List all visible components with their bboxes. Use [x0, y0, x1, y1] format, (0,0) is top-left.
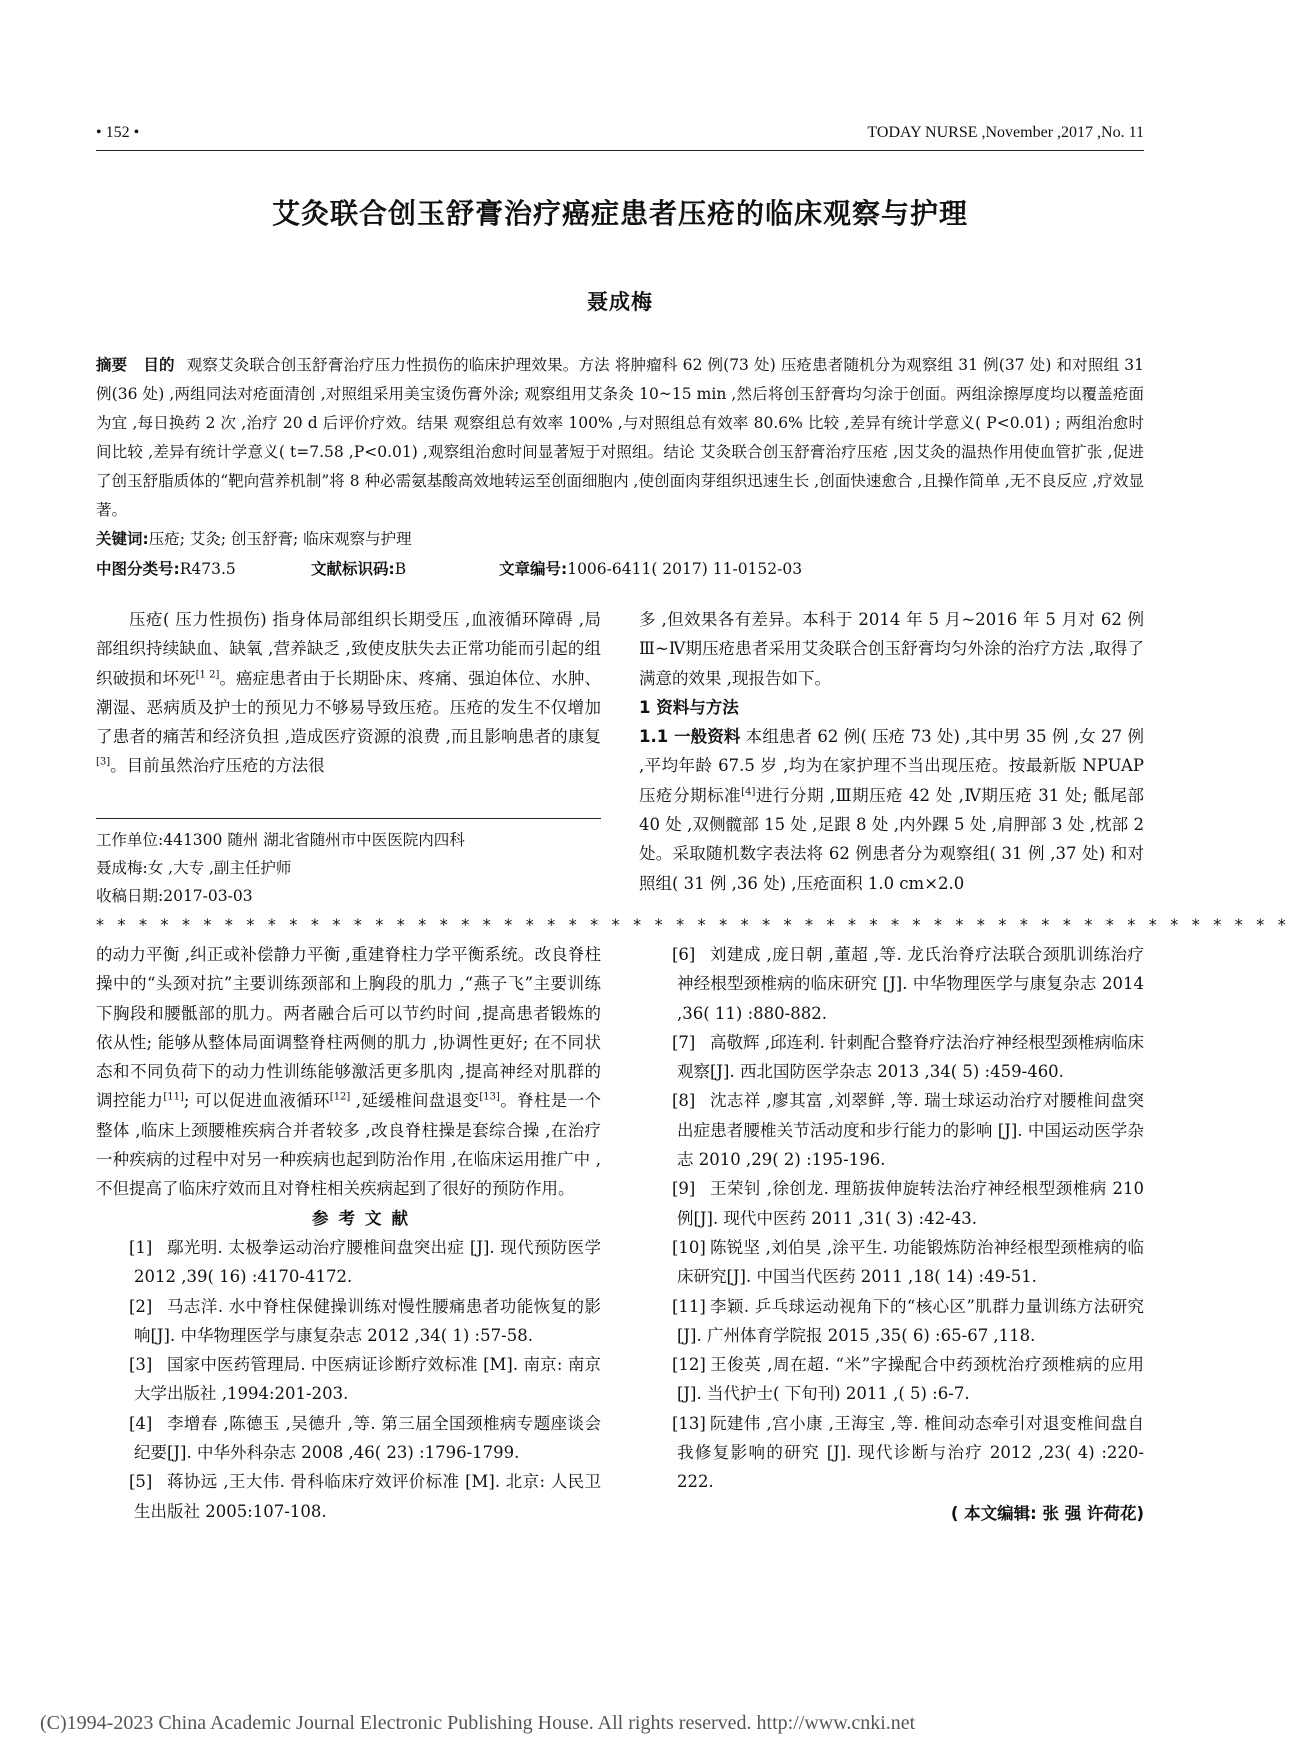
reference-number: [12] [672, 1355, 706, 1375]
document-code [311, 555, 407, 583]
abstract [96, 351, 1144, 525]
reference-number: [9] [672, 1179, 696, 1199]
reference-item [639, 940, 1144, 1028]
lower-left-column [96, 940, 601, 1526]
reference-item [96, 1350, 601, 1409]
header-rule [96, 150, 1144, 151]
doc-value: B [394, 560, 407, 578]
section-heading-1: 1 资料与方法 [639, 697, 739, 717]
intro-paragraph [96, 605, 601, 781]
reference-text: 王俊英 ,周在超. “米”字操配合中药颈枕治疗颈椎病的应用[J]. 当代护士( 下旬刊) 2011 ,( 5) :6-7. [677, 1355, 1144, 1404]
article-title: 艾灸联合创玉舒膏治疗癌症患者压疮的临床观察与护理 [271, 197, 968, 230]
affiliation: 工作单位:441300 随州 湖北省随州市中医医院内四科 [96, 831, 465, 849]
reference-number: [7] [672, 1032, 696, 1052]
keywords [96, 525, 1144, 553]
ending-text-2: ; 可以促进血液循环 [183, 1091, 330, 1111]
reference-list-right [639, 940, 1144, 1497]
editor-note: ( 本文编辑: 张 强 许荷花) [950, 1503, 1144, 1523]
reference-number: [10] [672, 1237, 706, 1257]
keywords-label: 关键词: [96, 530, 149, 548]
intro-column-left [96, 605, 601, 781]
reference-item [639, 1174, 1144, 1233]
reference-text: 蒋协远 ,王大伟. 骨科临床疗效评价标准 [M]. 北京: 人民卫生出版社 2005:107-108. [134, 1472, 601, 1521]
general-data-paragraph [639, 722, 1144, 898]
ending-text-3: ,延缓椎间盘退变 [350, 1091, 480, 1111]
citation-4: [4] [741, 786, 756, 798]
article-label: 文章编号: [499, 560, 568, 578]
reference-number: [1] [129, 1237, 153, 1257]
citation-11: [11] [163, 1091, 184, 1103]
citation-12: [12] [329, 1091, 351, 1103]
reference-item [639, 1350, 1144, 1409]
reference-text: 陈锐坚 ,刘伯昊 ,涂平生. 功能锻炼防治神经根型颈椎病的临床研究[J]. 中国当代医药 2011 ,18( 14) :49-51. [677, 1237, 1144, 1287]
general-data-text-1: 本组患者 62 例( 压疮 73 处) ,其中男 35 例 ,女 27 例 ,平均年龄 67.5 岁 ,均为在家护理不当出现压疮。按最新版 NPUAP 压疮分期标准 [639, 727, 1144, 805]
reference-text: 李增春 ,陈德玉 ,吴德升 ,等. 第三届全国颈椎病专题座谈会纪要[J]. 中华外科杂志 2008 ,46( 23) :1796-1799. [134, 1413, 601, 1463]
intro-column-right [639, 605, 1144, 898]
reference-number: [13] [672, 1413, 706, 1433]
lower-right-column [639, 940, 1144, 1528]
received-date: 收稿日期:2017-03-03 [96, 887, 253, 905]
reference-text: 高敬辉 ,邱连利. 针刺配合整脊疗法治疗神经根型颈椎病临床观察[J]. 西北国防医学杂志 2013 ,34( 5) :459-460. [677, 1032, 1144, 1082]
reference-text: 李颖. 乒乓球运动视角下的“核心区”肌群力量训练方法研究[J]. 广州体育学院报 2015 ,35( 6) :65-67 ,118. [677, 1296, 1144, 1345]
reference-number: [6] [672, 945, 696, 964]
reference-text: 马志洋. 水中脊柱保健操训练对慢性腰痛患者功能恢复的影响[J]. 中华物理医学与康复杂志 2012 ,34( 1) :57-58. [134, 1296, 601, 1345]
reference-number: [5] [129, 1472, 153, 1492]
citation-13: [13] [479, 1091, 500, 1103]
clc-value: R473.5 [179, 560, 236, 578]
reference-item [639, 1409, 1144, 1497]
reference-item [639, 1086, 1144, 1174]
article-separator: * * * * * * * * * * * * * * * * * * * * * * * * * * * * * * * * * * * * * * * * * * * * * * * * * * * * * * * * [96, 915, 1290, 934]
citation-3: [3] [96, 756, 111, 768]
reference-text: 鄢光明. 太极拳运动治疗腰椎间盘突出症 [J]. 现代预防医学 2012 ,39( 16) :4170-4172. [134, 1237, 601, 1287]
article-value: 1006-6411( 2017) 11-0152-03 [567, 560, 803, 578]
reference-text: 阮建伟 ,宫小康 ,王海宝 ,等. 椎间动态牵引对退变椎间盘自我修复影响的研究 [J]. 现代诊断与治疗 2012 ,23( 4) :220-222. [677, 1413, 1144, 1492]
previous-article-ending [96, 940, 601, 1204]
page-number: • 152 • [96, 124, 140, 141]
intro-text-2: 。癌症患者由于长期卧床、疼痛、强迫体位、水肿、潮湿、恶病质及护士的预见力不够易导致压疮。压疮的发生不仅增加了患者的痛苦和经济负担 ,造成医疗资源的浪费 ,而且影响患者的康复 [96, 668, 602, 747]
reference-number: [8] [672, 1091, 696, 1111]
intro-text-1: 压疮( 压力性损伤) 指身体局部组织长期受压 ,血液循环障碍 ,局部组织持续缺血、缺氧 ,营养缺乏 ,致使皮肤失去正常功能而引起的组织破损和坏死 [96, 610, 601, 688]
reference-number: [11] [672, 1296, 706, 1316]
reference-list-left [96, 1233, 601, 1526]
abstract-label: 摘要 [96, 356, 128, 374]
reference-item [639, 1292, 1144, 1351]
subsection-heading-1-1: 1.1 一般资料 [639, 727, 741, 747]
abstract-text: 观察艾灸联合创玉舒膏治疗压力性损伤的临床护理效果。方法 将肿瘤科 62 例(73 处) 压疮患者随机分为观察组 31 例(37 处) 和对照组 31 例(36 处) ,两组同法对疮面清创 ,对照组采用美宝烫伤膏外涂; 观察组用艾条灸 10~15 min ,然后将创玉舒膏均匀涂于创面。两组涂擦厚度均以覆盖疮面为宜 ,每日换药 2 次 ,治疗 20 d 后评价疗效。结果 观察组总有效率 100% ,与对照组总有效率 80.6% 比较 ,差异有统计学意义( P<0.01) ; 两组治愈时间比较 ,差异有统计学意义( t=7.58 ,P<0.01) ,观察组治愈时间显著短于对照组。结论 艾灸联合创玉舒膏治疗压疮 ,因艾灸的温热作用使血管扩张 ,促进了创玉舒脂质体的“靶向营养机制”将 8 种必需氨基酸高效地转运至创面细胞内 ,使创面肉芽组织迅速生长 ,创面快速愈合 ,且操作简单 ,无不良反应 ,疗效显著。 [96, 356, 1144, 519]
author-info: 聂成梅:女 ,大专 ,副主任护师 [96, 859, 292, 877]
reference-text: 王荣钊 ,徐创龙. 理筋拔伸旋转法治疗神经根型颈椎病 210 例[J]. 现代中医药 2011 ,31( 3) :42-43. [677, 1179, 1144, 1228]
author-name: 聂成梅 [587, 290, 653, 314]
reference-text: 国家中医药管理局. 中医病证诊断疗效标准 [M]. 南京: 南京大学出版社 ,1994:201-203. [134, 1355, 601, 1404]
reference-text: 刘建成 ,庞日朝 ,董超 ,等. 龙氏治脊疗法联合颈肌训练治疗神经根型颈椎病的临床研究 [J]. 中华物理医学与康复杂志 2014 ,36( 11) :880-882. [677, 945, 1144, 1023]
footnote [96, 826, 601, 910]
reference-item [96, 1467, 601, 1526]
keywords-text: 压疮; 艾灸; 创玉舒膏; 临床观察与护理 [148, 530, 412, 548]
doc-label: 文献标识码: [311, 560, 395, 578]
reference-item [96, 1409, 601, 1468]
reference-item [96, 1292, 601, 1351]
citation-1-2: [1 2] [195, 669, 220, 681]
intro-continuation: 多 ,但效果各有差异。本科于 2014 年 5 月~2016 年 5 月对 62 例Ⅲ~Ⅳ期压疮患者采用艾灸联合创玉舒膏均匀外涂的治疗方法 ,取得了满意的效果 ,现报告如下。 [639, 610, 1144, 688]
ending-text-4: 。脊柱是一个整体 ,临床上颈腰椎疾病合并者较多 ,改良脊柱操是套综合操 ,在治疗一种疾病的过程中对另一种疾病也起到防治作用 ,在临床运用推广中 ,不但提高了临床疗效而且对脊柱相关疾病起到了很好的预防作用。 [96, 1091, 601, 1199]
reference-number: [4] [129, 1413, 153, 1433]
footnote-rule [96, 818, 601, 819]
running-header [96, 124, 1144, 148]
reference-item [639, 1233, 1144, 1292]
references-heading: 参考文献 [312, 1208, 418, 1228]
copyright-notice: (C)1994-2023 China Academic Journal Electronic Publishing House. All rights reserved. http://www.cnki.net [40, 1712, 916, 1734]
reference-item [639, 1028, 1144, 1087]
reference-item [96, 1233, 601, 1292]
reference-text: 沈志祥 ,廖其富 ,刘翠鲜 ,等. 瑞士球运动治疗对腰椎间盘突出症患者腰椎关节活动度和步行能力的影响 [J]. 中国运动医学杂志 2010 ,29( 2) :195-196. [677, 1091, 1144, 1170]
abstract-objective-label: 目的 [143, 356, 175, 374]
clc-label: 中图分类号: [96, 560, 180, 578]
article-number [499, 555, 803, 583]
ending-text-1: 的动力平衡 ,纠正或补偿静力平衡 ,重建脊柱力学平衡系统。改良脊柱操中的“头颈对抗”主要训练颈部和上胸段的肌力 ,“燕子飞”主要训练下胸段和腰骶部的肌力。两者融合后可以节约时间 ,提高患者锻炼的依从性; 能够从整体局面调整脊柱两侧的肌力 ,协调性更好; 在不同状态和不同负荷下的动力性训练能够激活更多肌肉 ,提高神经对肌群的调控能力 [96, 945, 601, 1111]
reference-number: [2] [129, 1296, 153, 1316]
reference-number: [3] [129, 1355, 153, 1375]
journal-info: TODAY NURSE ,November ,2017 ,No. 11 [867, 124, 1144, 141]
general-data-text-2: 进行分期 ,Ⅲ期压疮 42 处 ,Ⅳ期压疮 31 处; 骶尾部 40 处 ,双侧髋部 15 处 ,足跟 8 处 ,内外踝 5 处 ,肩胛部 3 处 ,枕部 2 处。采取随机数字表法将 62 例患者分为观察组( 31 例 ,37 处) 和对照组( 31 例 ,36 处) ,压疮面积 1.0 cm×2.0 [639, 785, 1145, 893]
intro-text-3: 。目前虽然治疗压疮的方法很 [110, 756, 325, 776]
clc-number [96, 555, 236, 583]
